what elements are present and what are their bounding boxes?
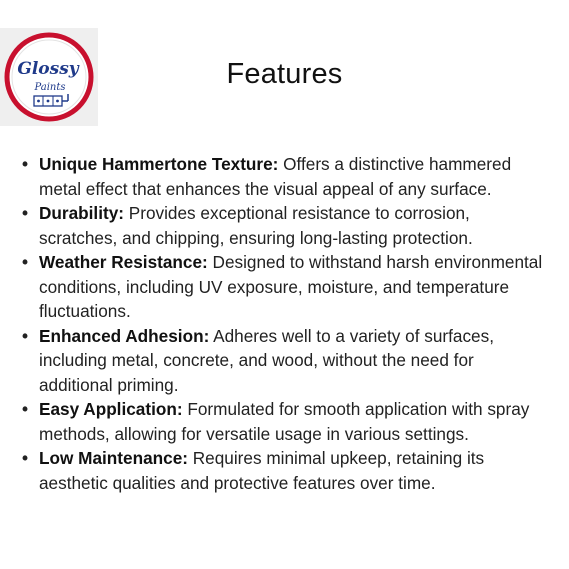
feature-item	[22, 152, 552, 201]
bullet-icon: •	[22, 154, 29, 174]
feature-description: Formulated for smooth application with spray methods, allowing for versatile usage in various settings.	[39, 399, 530, 444]
bullet-icon: •	[22, 325, 29, 346]
feature-description: Designed to withstand harsh environmental conditions, including UV exposure, moisture, and temperature fluctuations.	[39, 252, 543, 321]
feature-name: Weather Resistance:	[39, 252, 208, 272]
feature-item	[22, 324, 552, 398]
feature-name: Unique Hammertone Texture:	[39, 154, 279, 174]
feature-description: Adheres well to a variety of surfaces, including metal, concrete, and wood, without the need for additional priming.	[39, 325, 494, 395]
feature-description: Offers a distinctive hammered metal effect that enhances the visual appeal of any surface.	[39, 154, 512, 199]
feature-name: Enhanced Adhesion:	[39, 325, 210, 346]
features-list	[22, 152, 552, 495]
feature-item	[22, 446, 552, 495]
feature-name: Easy Application:	[39, 399, 183, 419]
feature-item	[22, 250, 552, 324]
bullet-icon: •	[22, 203, 29, 223]
feature-description: Requires minimal upkeep, retaining its aesthetic qualities and protective features over time.	[39, 448, 485, 493]
bullet-icon: •	[22, 399, 29, 419]
page-title: Features	[226, 58, 343, 90]
feature-name: Low Maintenance:	[39, 448, 188, 468]
logo-brand-text: Glossy	[17, 59, 79, 79]
logo-sub-text: Paints	[34, 82, 66, 93]
bullet-icon: •	[22, 252, 29, 272]
feature-item	[22, 397, 552, 446]
feature-description: Provides exceptional resistance to corrosion, scratches, and chipping, ensuring long-lasting protection.	[39, 203, 473, 248]
feature-name: Durability:	[39, 203, 124, 223]
feature-item	[22, 201, 552, 250]
bullet-icon: •	[22, 448, 29, 468]
